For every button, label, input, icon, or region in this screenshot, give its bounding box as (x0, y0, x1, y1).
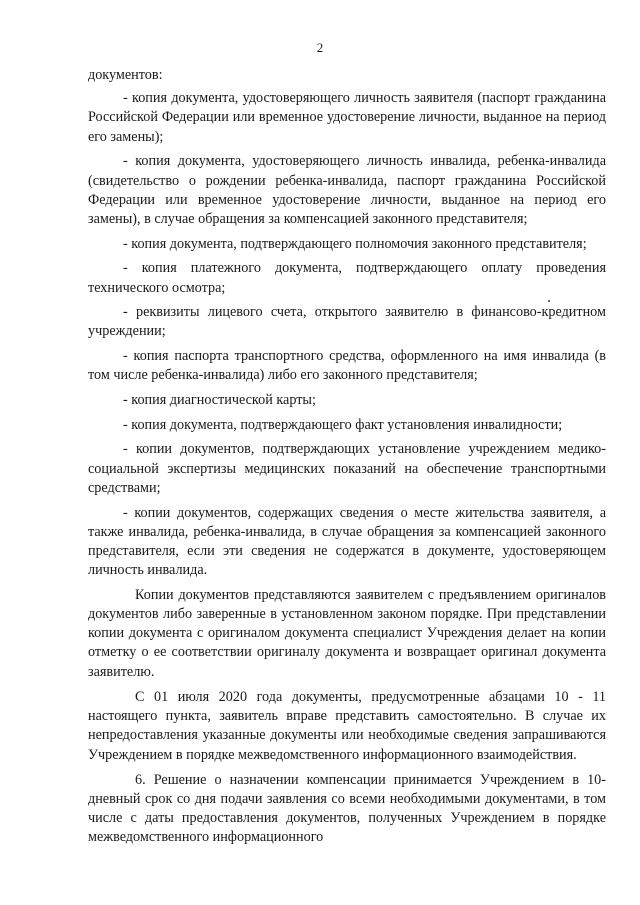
paragraph-copies: Копии документов представляются заявителем с предъявлением оригиналов документов либо заверенные в установленном законом порядке. При представлении копии документа с оригиналом документа специалист Учреждения делает на копии отметку о ее соответствии оригиналу документа и возвращает оригинал документа заявителю. (88, 586, 606, 680)
list-item-payment-document: - копия платежного документа, подтверждающего оплату проведения технического осмотра; (88, 260, 606, 296)
paragraph-decision: 6. Решение о назначении компенсации принимается Учреждением в 10-дневный срок со дня подачи заявления со всеми необходимыми документами, в том числе с даты предоставления документов, полученных Учреждением в порядке межведомственного информационного (88, 771, 606, 846)
document-body (88, 66, 606, 854)
page-number: 2 (316, 40, 324, 55)
paragraph-continuation: документов: (88, 67, 163, 83)
list-item-residence-info: - копии документов, содержащих сведения о месте жительства заявителя, а также инвалида, ребенка-инвалида, в случае обращения за компенсацией законного представителя, если эти сведения не содержатся в документе, удостоверяющем личность инвалида. (88, 504, 606, 579)
paragraph-july-2020: С 01 июля 2020 года документы, предусмотренные абзацами 10 - 11 настоящего пункта, заявитель вправе представить самостоятельно. В случае их непредоставления указанные документы или необходимые сведения запрашиваются Учреждением в порядке межведомственного информационного взаимодействия. (88, 688, 606, 763)
list-item-applicant-id: - копия документа, удостоверяющего личность заявителя (паспорт гражданина Российской Федерации или временное удостоверение личности, выданное на период его замены); (88, 90, 606, 145)
list-item-diagnostic-card: - копия диагностической карты; (123, 392, 316, 409)
list-item-vehicle-passport: - копия паспорта транспортного средства, оформленного на имя инвалида (в том числе ребенка-инвалида) либо его законного представителя; (88, 348, 606, 384)
list-item-representative-authority: - копия документа, подтверждающего полномочия законного представителя; (123, 235, 587, 252)
list-item-medical-indications: - копии документов, подтверждающих установление учреждением медико-социальной экспертизы медицинских показаний на обеспечение транспортными средствами; (88, 441, 606, 496)
list-item-disabled-person-id: - копия документа, удостоверяющего личность инвалида, ребенка-инвалида (свидетельство о рождении ребенка-инвалида, паспорт гражданина Российской Федерации или временное удостоверение личности, выданное на период его замены), в случае обращения за компенсацией законного представителя; (88, 153, 606, 227)
list-item-disability-proof: - копия документа, подтверждающего факт установления инвалидности; (123, 416, 563, 433)
scan-speck (548, 300, 550, 302)
list-item-bank-account: - реквизиты лицевого счета, открытого заявителю в финансово-кредитном учреждении; (88, 304, 606, 340)
